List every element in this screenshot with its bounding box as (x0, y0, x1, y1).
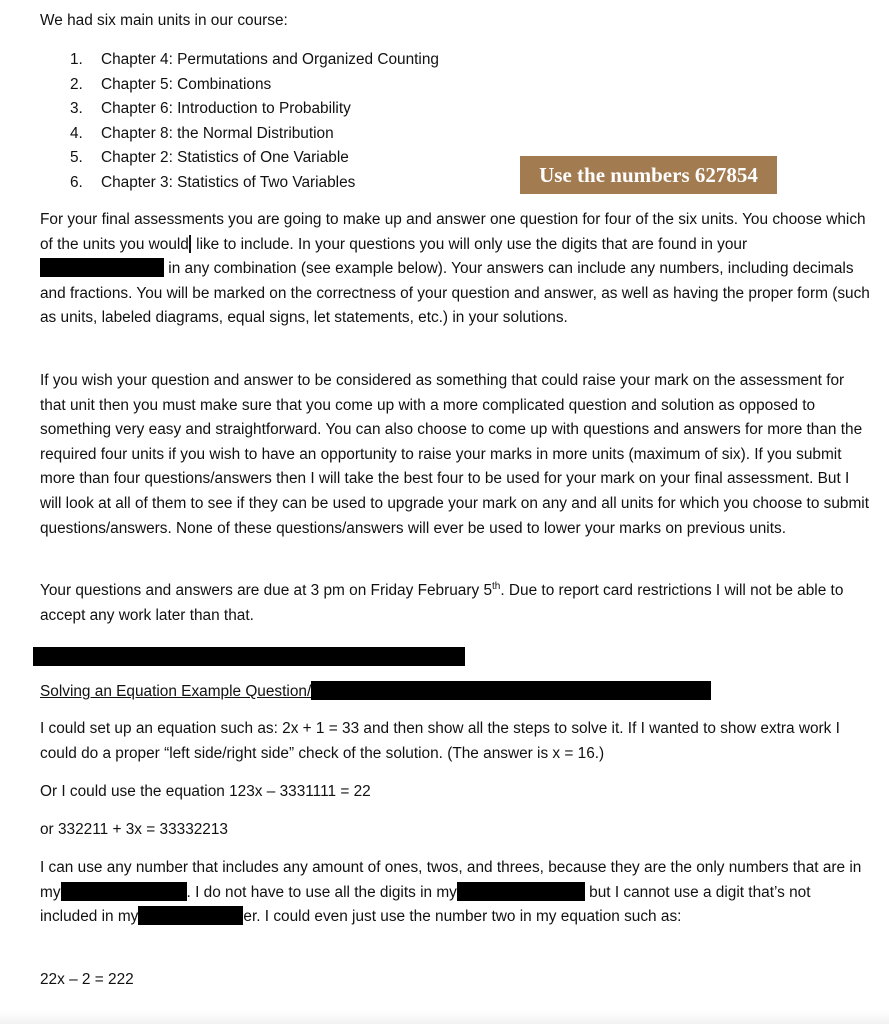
example-heading: Solving an Equation Example Question/ (40, 680, 870, 705)
redaction-bar (33, 647, 465, 666)
redaction-bar (311, 681, 711, 700)
instructions-paragraph: For your final assessments you are going to make up and answer one question for four of the six units. You choose which of the units you would like to include. In your questions you will only use the digits that are found in your in any combination (see example below). Your answers can include any numbers, including decimals and fractions. You will be marked on the correctness of your question and answer, as well as having the proper form (such as units, labeled diagrams, equal signs, let statements, etc.) in your solutions. (40, 211, 870, 327)
redaction-bar (457, 882, 585, 901)
list-item: 6. Chapter 3: Statistics of Two Variables (70, 173, 356, 191)
redaction-bar (61, 882, 187, 901)
page-bottom-edge (0, 1010, 889, 1024)
list-item: 2. Chapter 5: Combinations (70, 75, 272, 93)
redaction-bar (138, 906, 243, 925)
example-equation-2: Or I could use the equation 123x – 3331111 = 22 (40, 783, 371, 800)
example-equation-1: I could set up an equation such as: 2x + 1 = 33 and then show all the steps to solve it. If I wanted to show extra work I could do a proper “left side/right side” check of the solution. (The answer is x = 16.) (40, 720, 840, 762)
redaction-bar (40, 258, 164, 277)
list-item: 4. Chapter 8: the Normal Distribution (70, 124, 334, 142)
unit-list (70, 48, 439, 196)
list-item: 1. Chapter 4: Permutations and Organized Counting (70, 51, 439, 68)
list-item: 5. Chapter 2: Statistics of One Variable (70, 149, 349, 167)
digits-paragraph: I can use any number that includes any amount of ones, twos, and threes, because they are the only numbers that are in my . I do not have to use all the digits in my but I cannot use a digit that’s not included in my er. I could even just use the number two in my equation such as: (40, 859, 862, 926)
improvement-paragraph: If you wish your question and answer to be considered as something that could raise your mark on the assessment for that unit then you must make sure that you come up with a more complicated question and solution as opposed to something very easy and straightforward. You can also choose to come up with questions and answers for more than the required four units if you wish to have an opportunity to raise your marks in more units (maximum of six). If you submit more than four questions/answers then I will take the best four to be used for your mark on your final assessment. But I will look at all of them to see if they can be used to upgrade your mark on any and all units for which you choose to submit questions/answers. None of these questions/answers will ever be used to lower your marks on previous units. (40, 372, 869, 537)
intro-text: We had six main units in our course: (40, 12, 288, 29)
due-date-paragraph: Your questions and answers are due at 3 pm on Friday February 5th. Due to report card restrictions I will not be able to accept any work later than that. (40, 580, 844, 624)
text-cursor (189, 235, 191, 253)
numbers-banner: Use the numbers 627854 (520, 156, 777, 194)
example-equation-4: 22x – 2 = 222 (40, 971, 134, 988)
example-equation-3: or 332211 + 3x = 33332213 (40, 821, 228, 838)
list-item: 3. Chapter 6: Introduction to Probability (70, 100, 351, 118)
